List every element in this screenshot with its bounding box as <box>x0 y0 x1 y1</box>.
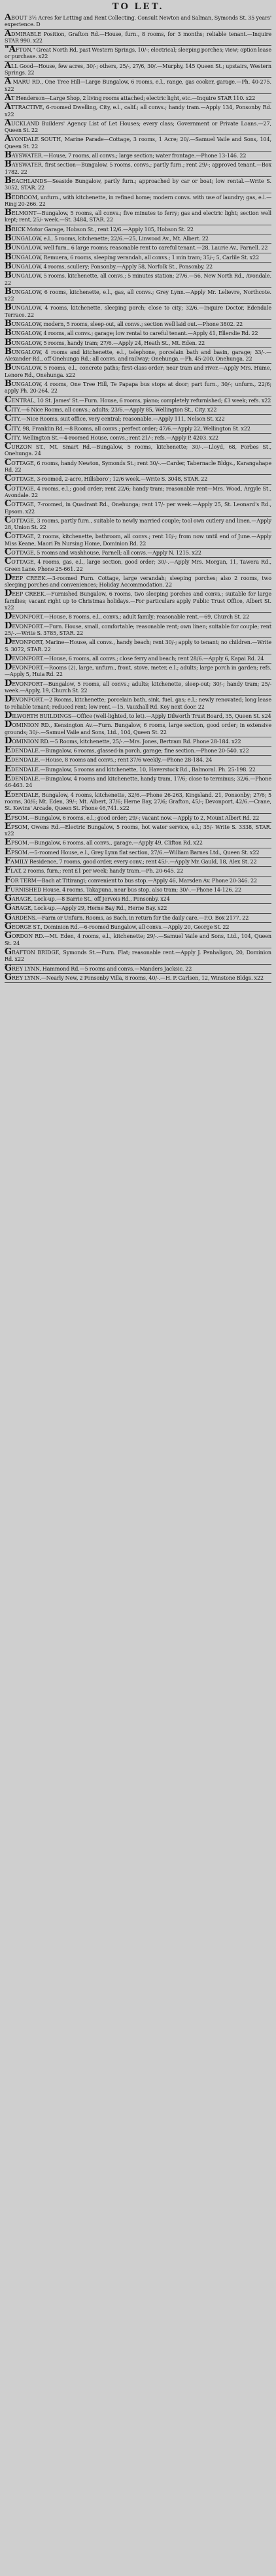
classified-ad <box>5 791 271 814</box>
classified-ad <box>5 304 271 320</box>
ad-text: DEVONPORT.—Rooms (2), large, unfurn., front, stove, meter, e.l.; adults; large porch in garden; refs.—Apply 5, Huia Rd. 22 <box>5 664 271 678</box>
ad-text: BEACHLANDS—Seaside Bungalow, partly furn.; approached by car or boat; low rental.—Write S. 3052, STAR. 22 <box>5 176 271 191</box>
classified-ad <box>5 364 271 380</box>
ad-text: BUNGALOW, modern, 5 rooms, sleep-out, all convs.; section well laid out.—Phone 3802. 22 <box>5 319 243 329</box>
classified-ad <box>5 721 271 737</box>
classified-ad <box>5 932 271 948</box>
ad-text: ATTRACTIVE, 6-roomed Dwelling, City, e.l., calif.; all convs.; handy tram.—Apply 134, Ponsonby Rd. x22 <box>5 103 271 118</box>
ad-text: EPSOM.—Bungalow, 6 rooms, e.l.; good order; 29/-; vacant now.—Apply to 2, Mount Albert Rd. 22 <box>5 813 260 822</box>
classified-ad <box>5 858 271 867</box>
classified-ad <box>5 756 271 765</box>
classified-ad <box>5 680 271 696</box>
ad-text: GARAGE, Lock-up.—8 Barrie St., off Jervois Rd., Ponsonby. x24 <box>5 895 170 904</box>
ad-text: GEORGE ST., Dominion Rd.—6-roomed Bungalow, all convs.—Apply 20, George St. 22 <box>5 923 230 932</box>
classified-ad <box>5 712 271 721</box>
classified-ad <box>5 500 271 517</box>
ad-text: DEVONPORT.—2 Rooms, kitchenette; porcelain bath, sink, fuel, gas; e.l.; newly renovated; long lease to reliable tenant; reduced rent; low rent.—15, Vauxhall Rd. Key next door. 22 <box>5 696 271 710</box>
ad-text: CITY, Wellington St.—4-roomed House, convs.; rent 21/-; refs.—Apply P. 4203. x22 <box>5 433 219 442</box>
ad-text: BRICK Motor Garage, Hobson St., rent 12/6.—Apply 105, Hobson St. 22 <box>5 225 194 234</box>
classified-ad <box>5 225 271 234</box>
ad-text: BAYSWATER.—House, 7 rooms, all convs.; large section; water frontage.—Phone 13-146. 22 <box>5 152 247 161</box>
ad-text: CITY, 98, Franklin Rd.—8 Rooms, all convs.; perfect order; 47/6.—Apply 22, Wellington St. x22 <box>5 424 250 433</box>
classified-ad <box>5 613 271 622</box>
classified-ad <box>5 120 271 136</box>
classified-ad <box>5 94 271 103</box>
ads-list <box>5 14 271 983</box>
ad-text: ABOUT 3½ Acres for Letting and Rent Collecting. Consult Newton and Salman, Symonds St. 35 years' experience. D <box>5 14 271 28</box>
ad-text: EPSOM.—Bungalow, 6 rooms, all convs., garage.—Apply 49, Clifton Rd. x22 <box>5 839 203 848</box>
ad-text: COTTAGE, 3-roomed, 2-acre, Hillsboro'; 12/6 week.—Write S. 3048, STAR. 22 <box>5 475 208 484</box>
ad-text: FURNISHED House, 4 rooms, Takapuna, near bus stop, also tram; 30/-.—Phone 14-126. 22 <box>5 885 242 894</box>
ad-text: GARDENS.—Farm or Unfurn. Rooms, as Bach, in return for the daily care.—P.O. Box 2177. 22 <box>5 913 249 922</box>
classified-ad <box>5 622 271 639</box>
ad-text: BEDROOM, unfurn., with kitchenette, in refined home; modern convs. with use of laundry; gas, e.l.—Ring 20-266. 22 <box>5 193 271 207</box>
ad-text: BUNGALOW, 4 rooms, scullery; Ponsonby.—Apply 58, Norfolk St., Ponsonby. 22 <box>5 262 213 271</box>
ad-text: BUNGALOW, 4 rooms, One Tree Hill, Te Papapa bus stops at door; part furn., 30/-; unfurn., 22/6; apply Ph. 20-264. 22 <box>5 380 271 394</box>
ad-text: DEVONPORT.—Furn. House, small, comfortable; reasonable rent; own linen; suitable for couple; rent 25/-.—Write S. 3785, STAR. 22 <box>5 622 271 636</box>
ad-text: FAMILY Residence, 7 rooms, good order, every conv.; rent 45/-.—Apply Mr. Gauld, 18, Alex St. 22 <box>5 857 257 866</box>
classified-ad <box>5 532 271 549</box>
classified-ad <box>5 867 271 876</box>
classified-ad <box>5 485 271 501</box>
ad-text: BAYSWATER, first section—Bungalow, 5 rooms, convs.; partly furn.; rent 29/-; approved tenant.—Box 1782. 22 <box>5 161 271 175</box>
classified-ad <box>5 135 271 152</box>
ad-text: COTTAGE, 4 rooms, e.l.; good order; rent 22/6; handy tram; reasonable rent—Mrs. Wood, Argyle St., Avondale. 22 <box>5 484 271 498</box>
ad-text: COTTAGE, 4 rooms, gas, e.l., large section, good order; 30/-.—Apply Mrs. Morgan, 11, Tawera Rd., Green Lane. Phone 25-661. 22 <box>5 558 271 572</box>
ad-text: GRAFTON BRIDGE, Symonds St.—Furn. Flat; reasonable rent.—Apply J. Penhaligon, 20, Dominion Rd. x22 <box>5 948 271 963</box>
classified-ad <box>5 848 271 858</box>
classified-ad <box>5 320 271 329</box>
ad-text: DEVONPORT.—House, 6 rooms, all convs.; close ferry and beach; rent 28/6.—Apply 6, Kapai Rd. 24 <box>5 654 264 663</box>
classified-ad <box>5 406 271 415</box>
classified-ad <box>5 443 271 459</box>
ad-text: GREY LYNN, Hammond Rd.—5 rooms and convs.—Manders Jacksic. 22 <box>5 964 192 973</box>
ad-text: DOMINION RD.—5 Rooms, kitchenette, 25/-.—Mrs. Jones, Bertram Rd. Phone 28-184. x22 <box>5 737 241 746</box>
classified-ad <box>5 348 271 364</box>
classified-ad <box>5 638 271 654</box>
ad-text: BUNGALOW, Remuera, 6 rooms, sleeping verandah, all convs.; 1 min tram; 35/-; 5, Carlile St. x22 <box>5 253 260 262</box>
ad-text: EDENDALE.—Bungalow, 6 rooms, glassed-in porch, garage; fine section.—Phone 20-540. x22 <box>5 747 249 756</box>
classified-ad <box>5 209 271 225</box>
classified-ad <box>5 329 271 338</box>
ad-text: BUNGALOW, 4 rooms, kitchenette, sleeping porch; close to city; 32/6.—Inquire Doctor, Edendale Terrace. 22 <box>5 304 271 318</box>
ad-text: COTTAGE, 7-roomed, in Quadrant Rd., Onehunga; rent 17/- per week.—Apply 25, St. Leonard's Rd., Epsom. x22 <box>5 500 271 515</box>
ad-text: GREY LYNN.—Nearly New, 2 Ponsonby Villa, 8 rooms, 40/-.—H. P. Carlsen, 12, Winstone Bldgs. x22 <box>5 973 264 982</box>
classified-ad <box>5 877 271 886</box>
ad-text: DEEP CREEK.—Furnished Bungalow, 6 rooms, two sleeping porches and convs.; suitable for large families; vacant right up to Christmas holidays.—For particulars apply Public Trust Office, Albert St. x22 <box>5 590 271 611</box>
classified-ad <box>5 193 271 210</box>
ad-text: EDENDALE.—Bungalow, 5 rooms and kitchenette, 10, Haverstock Rd., Balmoral. Ph. 25-198. 22 <box>5 765 256 774</box>
ad-text: "AFTON," Great North Rd, past Western Springs, 10/-; electrical; sleeping porches; view; option lease or purchase. x22 <box>5 46 271 60</box>
ad-text: COTTAGE, 6 rooms, handy Newton, Symonds St.; rent 30/-.—Carder, Tabernacle Bldgs., Karangahape Rd. 22 <box>5 459 271 474</box>
classified-ad <box>5 923 271 932</box>
classified-ad <box>5 948 271 965</box>
classified-ad <box>5 253 271 263</box>
ad-text: BUNGALOW, 4 rooms and kitchenette, e.l., telephone, porcelain bath and basin, garage; 33/-.—Alexander Rd., off Onehunga Rd.; all convs. and railway; Onehunga.—Ph. 45-200, Onehunga. 22 <box>5 347 271 362</box>
classified-ad <box>5 654 271 664</box>
classified-ad <box>5 517 271 533</box>
ad-text: BUNGALOW, well furn., 6 large rooms; reasonable rent to careful tenant.—28, Laurie Av., Parnell. 22 <box>5 244 268 253</box>
ad-text: DILWORTH BUILDINGS—Office (well-lighted, to let).—Apply Dilworth Trust Board, 35, Queen St. x24 <box>5 711 271 720</box>
ad-text: BUNGALOW, 5 rooms, kitchenette, all convs.; 5 minutes station; 27/6.—56, New North Rd., Avondale. 22 <box>5 272 271 286</box>
classified-ad <box>5 914 271 923</box>
ad-text: COTTAGE, 2 rooms, kitchenette, bathroom, all convs.; rent 10/-; from now until end of June.—Apply Miss Keane, Maori Pa Nursing Home, Dominion Rd. 22 <box>5 532 271 547</box>
classified-ad <box>5 747 271 756</box>
classified-ad <box>5 244 271 253</box>
ad-text: BUNGALOW, e.l., 5 rooms, kitchenette; 22/6.—25, Linwood Av., Mt. Albert. 22 <box>5 234 209 244</box>
classified-ad <box>5 895 271 904</box>
classified-ad <box>5 234 271 244</box>
classified-ad <box>5 62 271 78</box>
ad-text: ALL Good—House, few acres, 30/-; others, 25/-, 27/6, 30/.—Murphy, 145 Queen St.; upstairs, Western Springs. 22 <box>5 61 271 76</box>
classified-ad <box>5 696 271 712</box>
classified-ad <box>5 475 271 484</box>
ad-text: EDENDALE.—House, 8 rooms and convs.; rent 37/6 weekly.—Phone 28-184. 24 <box>5 756 213 765</box>
ad-text: DOMINION RD., Kensington Av.—Furn. Bungalow, 6 rooms, large section, good order; in extensive grounds; 30/-.—Samuel Vaile and Sons, Ltd., 104, Queen St. 22 <box>5 721 271 735</box>
ad-text: EDENDALE, Bungalow, 4 rooms, kitchenette, 32/6.—Phone 26-263, Kingsland. 21, Ponsonby; 27/6; 5 rooms, 30/6; Mt. Eden, 39/-; Mt. Albert, 37/6; Herne Bay, 27/6; Grafton, 45/-; Devonport, 42/6.—Crane, St. Kevins' Arcade, Queen St. Phone 46,741. x22 <box>5 790 271 812</box>
classified-ad <box>5 765 271 775</box>
classified-ad <box>5 664 271 680</box>
ad-text: GORDON RD.—Mt. Eden, 4 rooms, e.l., kitchenette; 29/-.—Samuel Vaile and Sons, Ltd., 104, Queen St. 24 <box>5 932 271 946</box>
classified-ad <box>5 177 271 193</box>
ad-text: DEVONPORT.—House, 8 rooms, e.l., convs.; adult family; reasonable rent.—69, Church St. 22 <box>5 613 250 622</box>
classified-ad <box>5 425 271 434</box>
classified-ad <box>5 30 271 46</box>
classified-ad <box>5 904 271 913</box>
ad-text: COTTAGE, 3 rooms, partly furn., suitable to newly married couple; tool own cutlery and linen.—Apply 28, Union St. 22 <box>5 516 271 531</box>
classified-ad <box>5 263 271 272</box>
classified-ad <box>5 78 271 94</box>
ad-text: A MARU RD., One Tree Hill—Large Bungalow, 6 rooms, e.l., range, gas cooker, garage.—Ph. 40-275. x22 <box>5 78 271 92</box>
ad-text: COTTAGE, 5 rooms and washhouse, Parnell; all convs.—Apply N. 1215. x22 <box>5 549 201 557</box>
ad-text: CITY.—6 Nice Rooms, all convs.; adults; 23/6.—Apply 85, Wellington St., City. x22 <box>5 405 217 414</box>
classified-ad <box>5 103 271 120</box>
classified-ad <box>5 46 271 62</box>
ad-text: AT Henderson—Large Shop, 2 living rooms attached; electric light, etc.—Inquire STAR 110. x22 <box>5 93 256 103</box>
classified-ad <box>5 380 271 396</box>
ad-text: EPSOM, Owens Rd.—Electric Bungalow, 5 rooms, hot water service, e.l.; 35/- Write S. 3338, STAR. x22 <box>5 822 271 837</box>
classified-ad <box>5 549 271 558</box>
classified-ad <box>5 459 271 475</box>
ad-text: EDENDALE.—Bungalow, 4 rooms and kitchenette, handy tram, 17/6; close to terminus; 32/6.—Phone 46-463. 24 <box>5 775 271 789</box>
classified-ad <box>5 814 271 823</box>
classified-ad <box>5 152 271 161</box>
classified-ad <box>5 590 271 613</box>
classified-ad <box>5 737 271 747</box>
ad-text: DEEP CREEK.—3-roomed Furn. Cottage, large verandah; sleeping porches; also 2 rooms, two sleeping porches and conveniences; Holiday Accommodation. 22 <box>5 573 271 588</box>
section-heading: TO LET. <box>112 1 164 12</box>
ad-text: CENTRAL, 10 St. James' St.—Furn. House, 6 rooms, piano; completely refurnished; £3 week; refs. x22 <box>5 396 271 405</box>
ad-text: FLAT, 2 rooms, furn.; rent £1 per week; handy tram.—Ph. 20-645. 22 <box>5 867 184 876</box>
classified-ad <box>5 434 271 443</box>
ad-text: BUNGALOW, 6 rooms, kitchenette, e.l., gas, all convs.; Grey Lynn.—Apply Mr. Lelievre, Northcote. x22 <box>5 287 271 302</box>
ad-text: DEVONPORT—Bungalow, 5 rooms, all convs.; adults; kitchenette, sleep-out; 30/-; handy tram; 25/- week.—Apply, 19, Church St. 22 <box>5 679 271 694</box>
classified-ad <box>5 161 271 177</box>
classified-ad <box>5 823 271 839</box>
ad-text: BUNGALOW, 5 rooms, e.l., concrete paths; first-class order; near tram and river.—Apply Mrs. Hume, Lenore Rd., Onehunga. x22 <box>5 364 271 378</box>
classified-ad <box>5 775 271 791</box>
classified-ad <box>5 558 271 574</box>
ad-text: DEVONPORT, Marine—House, all convs., handy beach; rent 30/-; apply to tenant; no children.—Write S. 3072, STAR. 22 <box>5 638 271 652</box>
classified-ad <box>5 965 271 974</box>
classified-ad <box>5 272 271 288</box>
ad-text: ADMIRABLE Position, Grafton Rd.—House, furn., 8 rooms, for 3 months; reliable tenant.—Inquire STAR 990. x22 <box>5 29 271 44</box>
ad-text: EPSOM.—5-roomed House, e.l., Grey Lynn flat section, 27/6.—William Barnes Ltd., Queen St. x22 <box>5 848 260 857</box>
classified-ad <box>5 14 271 30</box>
classified-ad <box>5 415 271 424</box>
ad-text: BELMONT—Bungalow, 5 rooms, all convs.; five minutes to ferry; gas and electric light; section well kept; rent, 25/- week.—St. 3484, STAR. 22 <box>5 209 271 223</box>
classified-ad <box>5 396 271 406</box>
classified-ad <box>5 886 271 895</box>
classified-ad <box>5 288 271 304</box>
ad-text: AUCKLAND Builders' Agency List of Let Houses; every class; Government or Private Loans.—27, Queen St. 22 <box>5 119 271 134</box>
ad-text: AVONDALE SOUTH, Marine Parade—Cottage, 3 rooms, 1 Acre; 20/.—Samuel Vaile and Sons, 104, Queen St. 22 <box>5 135 271 150</box>
classified-ad <box>5 839 271 848</box>
classified-ad <box>5 339 271 348</box>
ad-text: CITY.—Nice Rooms, suit office, very central; reasonable.—Apply 111, Nelson St. x22 <box>5 415 225 424</box>
ad-text: BUNGALOW, 5 rooms, handy tram; 27/6.—Apply 24, Heath St., Mt. Eden. 22 <box>5 338 205 347</box>
classified-ad <box>5 974 271 983</box>
ad-text: GARAGE, Lock-up.—Apply 29, Herne Bay Rd., Herne Bay. x22 <box>5 904 167 913</box>
ad-text: CURZON ST., Mt. Smart Rd.—Bungalow, 5 rooms, kitchenette; 30/-.—Lloyd, 68, Forbes St., Onehunga. 24 <box>5 443 271 457</box>
ad-text: BUNGALOW, 4 rooms, all convs.; garage; low rental to careful tenant.—Apply 41, Ellerslie Rd. 22 <box>5 329 258 338</box>
classified-ad <box>5 574 271 590</box>
ad-text: FOR TERM—Bach at Titirangi; convenient to bus stop.—Apply 46, Marsden Av. Phone 20-346. 22 <box>5 876 258 885</box>
